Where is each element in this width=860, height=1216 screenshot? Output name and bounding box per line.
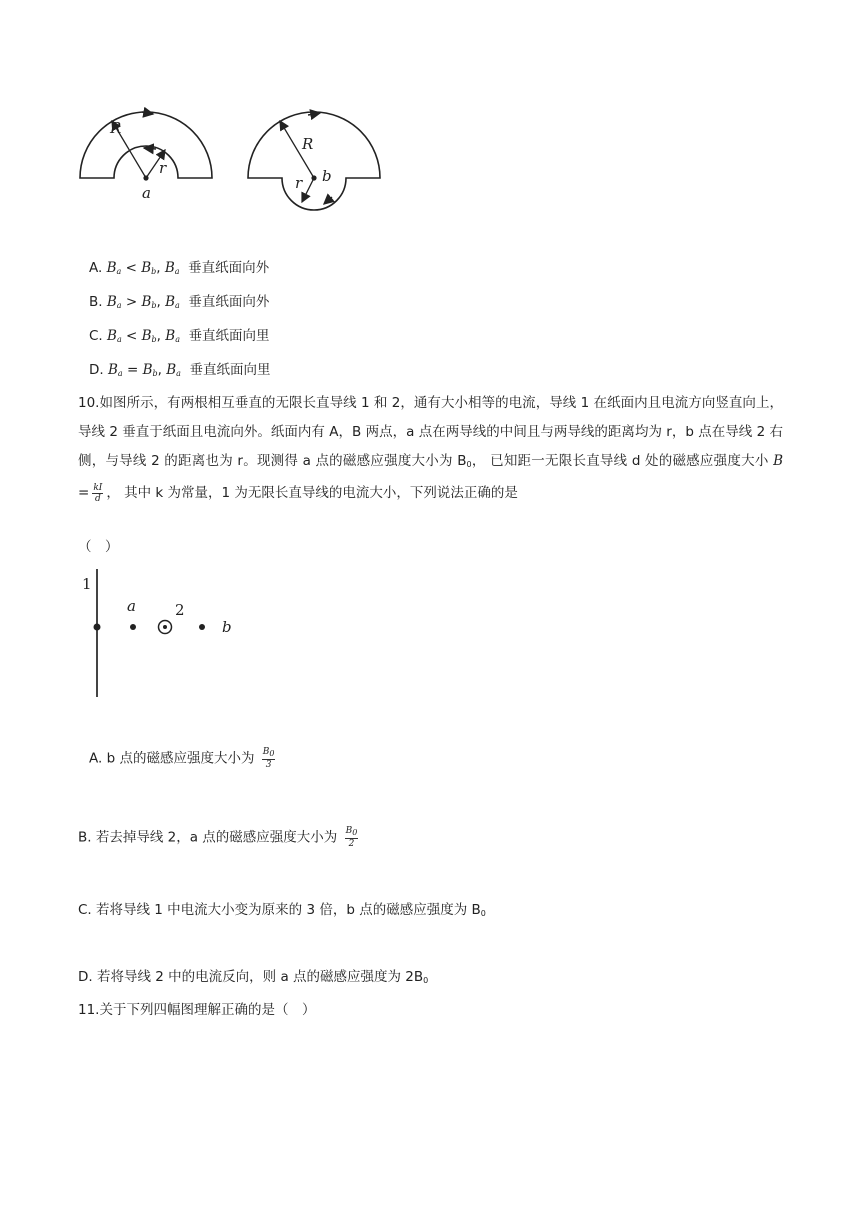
- q10-stem: 10.如图所示，有两根相互垂直的无限长直导线 1 和 2，通有大小相等的电流，导线 1 在纸面内且电流方向竖直向上，导线 2 垂直于纸面且电流向外。纸面内有 A，B 两点，a 点在两导线的中间且与两导线的距离均为 r，b 点在导线 2 右侧，与导线 2 的距离也为 r。现测得 a 点的磁感应强度大小为 $B_0$， 已知距一无限长直导线 d 处的磁感应强度大小 B = $\frac{kI}{d}$ ， 其中 k 为常量，1 为无限长直导线的电流大小，下列说法正确的是: [78, 395, 783, 504]
- point-b-dot: [199, 624, 205, 630]
- q10-option-b: B. 若去掉导线 2，a 点的磁感应强度大小为 $\frac{B_0}{2}$: [78, 826, 358, 849]
- q10-option-a: A. b 点的磁感应强度大小为 $\frac{B_0}{3}$: [89, 747, 275, 770]
- q9-figure: [70, 105, 400, 215]
- q10-option-c: C. 若将导线 1 中电流大小变为原来的 3 倍，b 点的磁感应强度为 $B_0$: [78, 902, 486, 918]
- q10-figure: [75, 565, 255, 705]
- wire-2-label: 2: [175, 601, 185, 619]
- q9-option-b: B. $B_a > B_b$, $B_a$ 垂直纸面向外: [89, 294, 270, 310]
- wire-1-label: 1: [82, 575, 92, 593]
- q11-stem: 11.关于下列四幅图理解正确的是（ ）: [78, 1002, 316, 1018]
- label-R-left: R: [110, 119, 122, 137]
- q10-option-d: D. 若将导线 2 中的电流反向，则 a 点的磁感应强度为 $2B_0$: [78, 969, 429, 985]
- label-a: a: [142, 184, 151, 202]
- q10-formula: B = $\frac{kI}{d}$: [78, 453, 783, 504]
- label-b: b: [322, 167, 332, 185]
- q9-option-c: C. $B_a < B_b$, $B_a$ 垂直纸面向里: [89, 328, 270, 344]
- q10-answer-paren: （ ）: [78, 539, 119, 555]
- point-a-label: a: [127, 597, 136, 615]
- label-r-right: r: [295, 174, 303, 192]
- q9-option-a: A. $B_a < B_b$, $B_a$ 垂直纸面向外: [89, 260, 270, 276]
- q9-option-d: D. $B_a = B_b$, $B_a$ 垂直纸面向里: [89, 362, 271, 378]
- point-b-label: b: [222, 618, 232, 636]
- loop-b-figure: [248, 112, 380, 210]
- label-r-left: r: [159, 159, 167, 177]
- label-R-right: R: [302, 135, 314, 153]
- loop-a-figure: [80, 112, 212, 202]
- point-a-dot: [130, 624, 136, 630]
